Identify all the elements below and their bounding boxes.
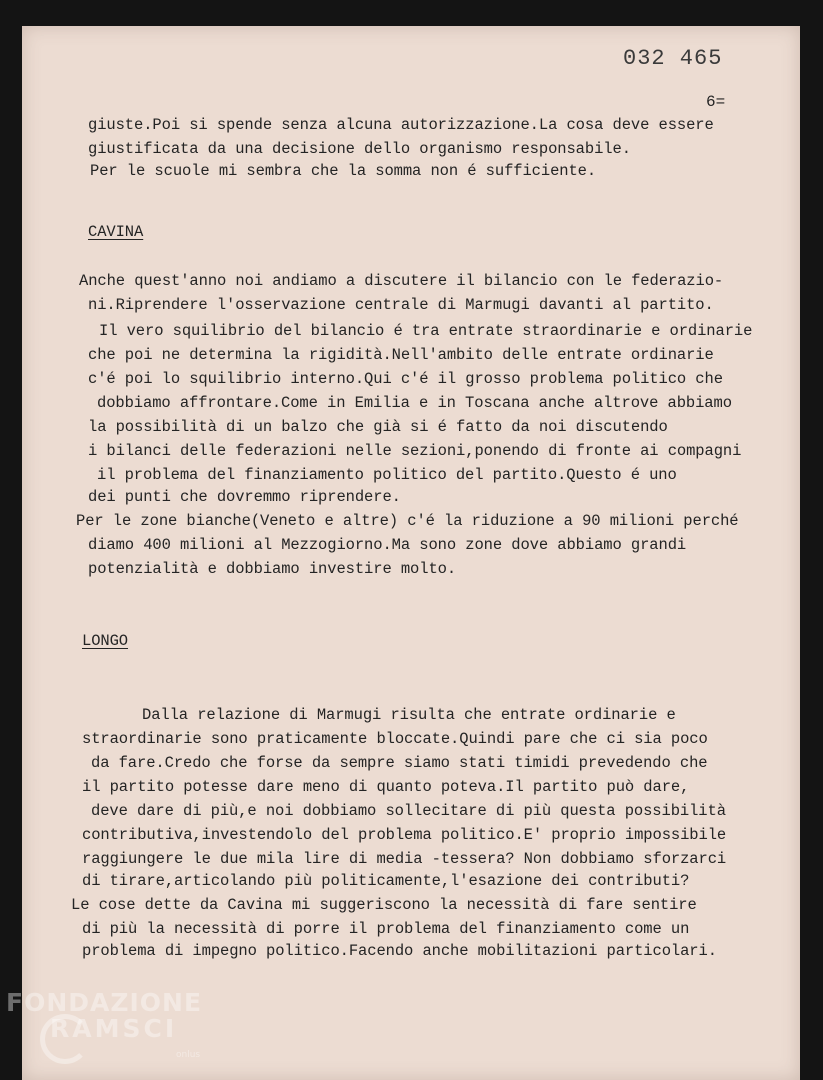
text-line: Il vero squilibrio del bilancio é tra entrate straordinarie e ordinarie — [99, 322, 753, 340]
text-line: ni.Riprendere l'osservazione centrale di Marmugi davanti al partito. — [88, 296, 714, 314]
text-line: giustificata da una decisione dello organismo responsabile. — [88, 140, 631, 158]
text-line: che poi ne determina la rigidità.Nell'ambito delle entrate ordinarie — [88, 346, 714, 364]
text-line: deve dare di più,e noi dobbiamo sollecitare di più questa possibilità — [91, 802, 726, 820]
text-line: da fare.Credo che forse da sempre siamo stati timidi prevedendo che — [91, 754, 708, 772]
text-line: dei punti che dovremmo riprendere. — [88, 488, 401, 506]
text-line: potenzialità e dobbiamo investire molto. — [88, 560, 457, 578]
fondazione-gramsci-watermark — [6, 988, 226, 1060]
watermark-suffix: onlus — [176, 1050, 201, 1060]
text-line: di più la necessità di porre il problema del finanziamento come un — [82, 920, 690, 938]
text-line: giuste.Poi si spende senza alcuna autorizzazione.La cosa deve essere — [88, 116, 714, 134]
text-line: Per le scuole mi sembra che la somma non é sufficiente. — [90, 162, 597, 180]
speaker-heading-cavina: CAVINA — [88, 223, 144, 241]
text-line: contributiva,investendolo del problema politico.E' proprio impossibile — [82, 826, 727, 844]
text-line: Per le zone bianche(Veneto e altre) c'é la riduzione a 90 milioni perché — [76, 512, 739, 530]
text-line: i bilanci delle federazioni nelle sezioni,ponendo di fronte ai compagni — [88, 442, 742, 460]
text-line: problema di impegno politico.Facendo anche mobilitazioni particolari. — [82, 942, 717, 960]
text-line: il partito potesse dare meno di quanto poteva.Il partito può dare, — [82, 778, 690, 796]
text-line: dobbiamo affrontare.Come in Emilia e in Toscana anche altrove abbiamo — [97, 394, 732, 412]
text-line: Dalla relazione di Marmugi risulta che entrate ordinarie e — [142, 706, 676, 724]
text-line: straordinarie sono praticamente bloccate.Quindi pare che ci sia poco — [82, 730, 708, 748]
text-line: c'é poi lo squilibrio interno.Qui c'é il grosso problema politico che — [88, 370, 723, 388]
gramsci-g-logo-icon — [40, 1014, 90, 1064]
text-line: il problema del finanziamento politico del partito.Questo é uno — [97, 466, 677, 484]
text-line: raggiungere le due mila lire di media -tessera? Non dobbiamo sforzarci — [82, 850, 727, 868]
document-number: 032 465 — [623, 46, 723, 71]
text-line: Anche quest'anno noi andiamo a discutere il bilancio con le federazio- — [79, 272, 724, 290]
watermark-line-1: FONDAZIONE — [6, 988, 203, 1017]
page-number: 6= — [706, 93, 726, 111]
speaker-heading-longo: LONGO — [82, 632, 129, 650]
text-line: diamo 400 milioni al Mezzogiorno.Ma sono zone dove abbiamo grandi — [88, 536, 687, 554]
text-line: di tirare,articolando più politicamente,l'esazione dei contributi? — [82, 872, 690, 890]
text-line: la possibilità di un balzo che già si é fatto da noi discutendo — [88, 418, 668, 436]
watermark-line-2: RAMSCI — [50, 1014, 178, 1043]
text-line: Le cose dette da Cavina mi suggeriscono la necessità di fare sentire — [71, 896, 697, 914]
